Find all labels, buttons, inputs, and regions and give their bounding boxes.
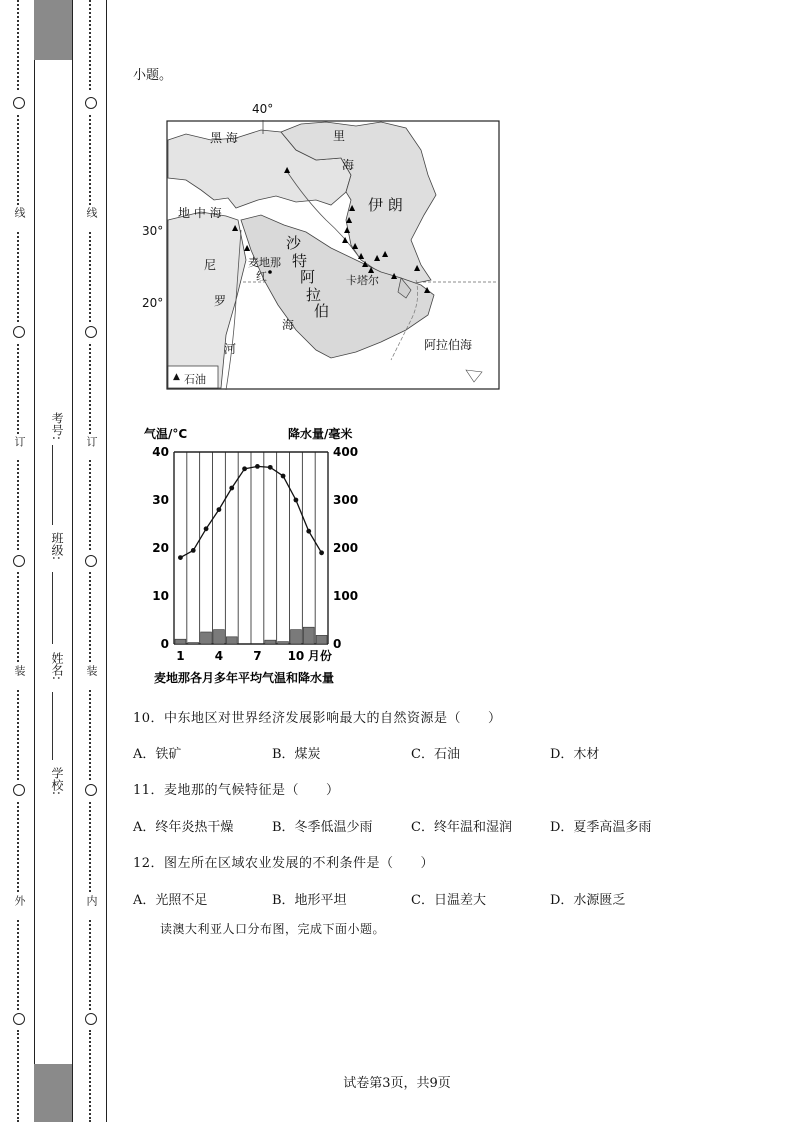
temperature-point	[191, 548, 196, 553]
oil-marker-icon: ▲	[232, 223, 239, 232]
temperature-point	[178, 555, 183, 560]
oil-marker-icon: ▲	[362, 259, 369, 268]
field-name-line[interactable]	[52, 692, 53, 760]
temperature-point	[242, 466, 247, 471]
question-10: 10．中东地区对世界经济发展影响最大的自然资源是（ ）	[133, 711, 502, 726]
precip-bar	[291, 630, 302, 644]
margin-line-outer	[34, 0, 35, 1122]
label-caspian-1: 里	[333, 129, 346, 143]
label-saudi-2: 特	[292, 252, 308, 270]
chart-ytick-right: 200	[333, 541, 359, 555]
circle-icon	[85, 326, 97, 338]
label-iran: 伊 朗	[368, 196, 403, 214]
chart-ytick-right: 100	[333, 589, 359, 603]
label-saudi-1: 沙	[286, 234, 302, 252]
circle-icon	[85, 555, 97, 567]
precip-bar	[175, 639, 186, 644]
chart-x-suffix: 月份	[307, 649, 332, 663]
chart-ytick-right: 300	[333, 493, 359, 507]
label-black-sea: 黑 海	[210, 131, 238, 145]
chart-ytick-left: 20	[152, 541, 169, 555]
next-section-intro: 读澳大利亚人口分布图，完成下面小题。	[160, 922, 386, 936]
precip-bar	[316, 635, 327, 644]
lat-20: 20°	[142, 296, 164, 310]
q10-option-b[interactable]: B．煤炭	[272, 747, 321, 762]
q11-option-b[interactable]: B．冬季低温少雨	[272, 820, 373, 835]
margin-outer-column	[8, 0, 30, 1122]
chart-ytick-left: 10	[152, 589, 169, 603]
margin-gray-top	[34, 0, 72, 60]
label-nile-3: 河	[224, 342, 237, 356]
label-saudi-4: 拉	[306, 286, 322, 304]
page-footer: 试卷第3页，共9页	[343, 1076, 451, 1091]
circle-icon	[13, 555, 25, 567]
circle-icon	[13, 784, 25, 796]
field-exam-number: 考号:	[50, 412, 64, 441]
temperature-point	[204, 526, 209, 531]
field-class: 班级:	[50, 532, 64, 561]
label-red-1: 红	[256, 270, 267, 283]
oil-marker-icon: ▲	[414, 263, 421, 272]
label-qatar: 卡塔尔	[346, 274, 379, 287]
chart-ytick-right: 400	[333, 445, 359, 459]
legend-oil-label: 石油	[184, 373, 206, 386]
field-class-line[interactable]	[52, 572, 53, 644]
label-nile-1: 尼	[204, 258, 217, 272]
oil-marker-icon: ▲	[391, 271, 398, 280]
oil-marker-icon: ▲	[342, 235, 349, 244]
precip-bar	[278, 642, 289, 644]
temperature-point	[319, 550, 324, 555]
oil-marker-icon: ▲	[346, 215, 353, 224]
margin-line-inner	[106, 0, 107, 1122]
q12-option-a[interactable]: A．光照不足	[133, 893, 208, 908]
oil-marker-icon: ▲	[284, 165, 291, 174]
circle-icon	[13, 97, 25, 109]
temperature-point	[294, 498, 299, 503]
chart-xtick: 10	[287, 649, 305, 663]
margin-line-mid	[72, 0, 73, 1122]
label-caspian-2: 海	[342, 158, 355, 172]
temperature-point	[217, 507, 222, 512]
temperature-point	[229, 486, 234, 491]
temperature-point	[281, 474, 286, 479]
circle-icon	[85, 1013, 97, 1025]
label-saudi-5: 伯	[314, 302, 330, 320]
oil-marker-icon: ▲	[424, 285, 431, 294]
chart-ylabel-right: 降水量/毫米	[288, 427, 353, 441]
margin-mark-zhuang: 装	[85, 665, 98, 676]
q10-option-c[interactable]: C．石油	[411, 747, 460, 762]
lead-text: 小题。	[133, 68, 173, 83]
circle-icon	[85, 97, 97, 109]
margin-mark-line: 线	[85, 207, 98, 218]
chart-ylabel-left: 气温/°C	[144, 427, 188, 441]
q10-option-d[interactable]: D．木材	[550, 747, 600, 762]
legend-oil-icon: ▲	[173, 372, 180, 382]
temperature-point	[306, 529, 311, 534]
precip-bar	[188, 643, 199, 644]
precip-bar	[201, 632, 212, 644]
chart-xtick: 4	[214, 649, 224, 663]
circle-icon	[85, 784, 97, 796]
oil-marker-icon: ▲	[358, 251, 365, 260]
lat-30: 30°	[142, 224, 164, 238]
label-red-sea: 海	[282, 318, 295, 332]
chart-xtick: 1	[176, 649, 185, 663]
middle-east-map	[142, 102, 500, 390]
chart-ytick-left: 30	[152, 493, 169, 507]
label-arabian-sea: 阿拉伯海	[424, 338, 473, 352]
precip-bar	[226, 637, 237, 644]
field-exam-number-line[interactable]	[52, 445, 53, 525]
medina-dot	[268, 270, 272, 274]
temperature-point	[268, 465, 273, 470]
label-medina: 麦地那	[248, 256, 281, 269]
chart-ytick-left: 0	[160, 637, 169, 651]
circle-icon	[13, 1013, 25, 1025]
margin-mark-zhuang: 装	[13, 665, 26, 676]
oil-marker-icon: ▲	[244, 243, 251, 252]
margin-mark-wai: 外	[13, 895, 26, 906]
precip-bar	[265, 640, 276, 644]
q12-option-c[interactable]: C．日温差大	[411, 893, 486, 908]
field-name: 姓名:	[50, 652, 64, 681]
lat-40: 40°	[252, 102, 274, 116]
circle-icon	[13, 326, 25, 338]
q12-option-d[interactable]: D．水源匮乏	[550, 893, 626, 908]
oil-marker-icon: ▲	[382, 249, 389, 258]
q11-option-d[interactable]: D．夏季高温多雨	[550, 820, 652, 835]
q12-option-b[interactable]: B．地形平坦	[272, 893, 347, 908]
margin-mark-ding: 订	[85, 436, 98, 447]
oil-marker-icon: ▲	[349, 203, 356, 212]
temperature-point	[255, 464, 260, 469]
question-11: 11．麦地那的气候特征是（ ）	[133, 783, 340, 798]
q11-option-a[interactable]: A．终年炎热干燥	[133, 820, 234, 835]
margin-mark-ding: 订	[13, 436, 26, 447]
q11-option-c[interactable]: C．终年温和湿润	[411, 820, 512, 835]
margin-inner-column	[80, 0, 102, 1122]
climate-chart	[138, 420, 368, 692]
margin-mark-nei: 内	[85, 895, 98, 906]
label-saudi-3: 阿	[300, 268, 316, 286]
q10-option-a[interactable]: A．铁矿	[133, 747, 182, 762]
chart-xtick: 7	[253, 649, 262, 663]
margin-mark-line: 线	[13, 207, 26, 218]
field-school: 学校:	[50, 767, 64, 796]
label-mediterranean: 地 中 海	[178, 206, 222, 220]
chart-ytick-left: 40	[152, 445, 169, 459]
chart-title: 麦地那各月多年平均气温和降水量	[154, 671, 335, 685]
label-nile-2: 罗	[214, 294, 227, 308]
oil-marker-icon: ▲	[344, 225, 351, 234]
precip-bar	[214, 630, 225, 644]
oil-marker-icon: ▲	[352, 241, 359, 250]
oil-marker-icon: ▲	[374, 253, 381, 262]
precip-bar	[303, 627, 314, 644]
oil-marker-icon: ▲	[368, 265, 375, 274]
chart-ytick-right: 0	[333, 637, 342, 651]
question-12: 12．图左所在区域农业发展的不利条件是（ ）	[133, 856, 435, 871]
